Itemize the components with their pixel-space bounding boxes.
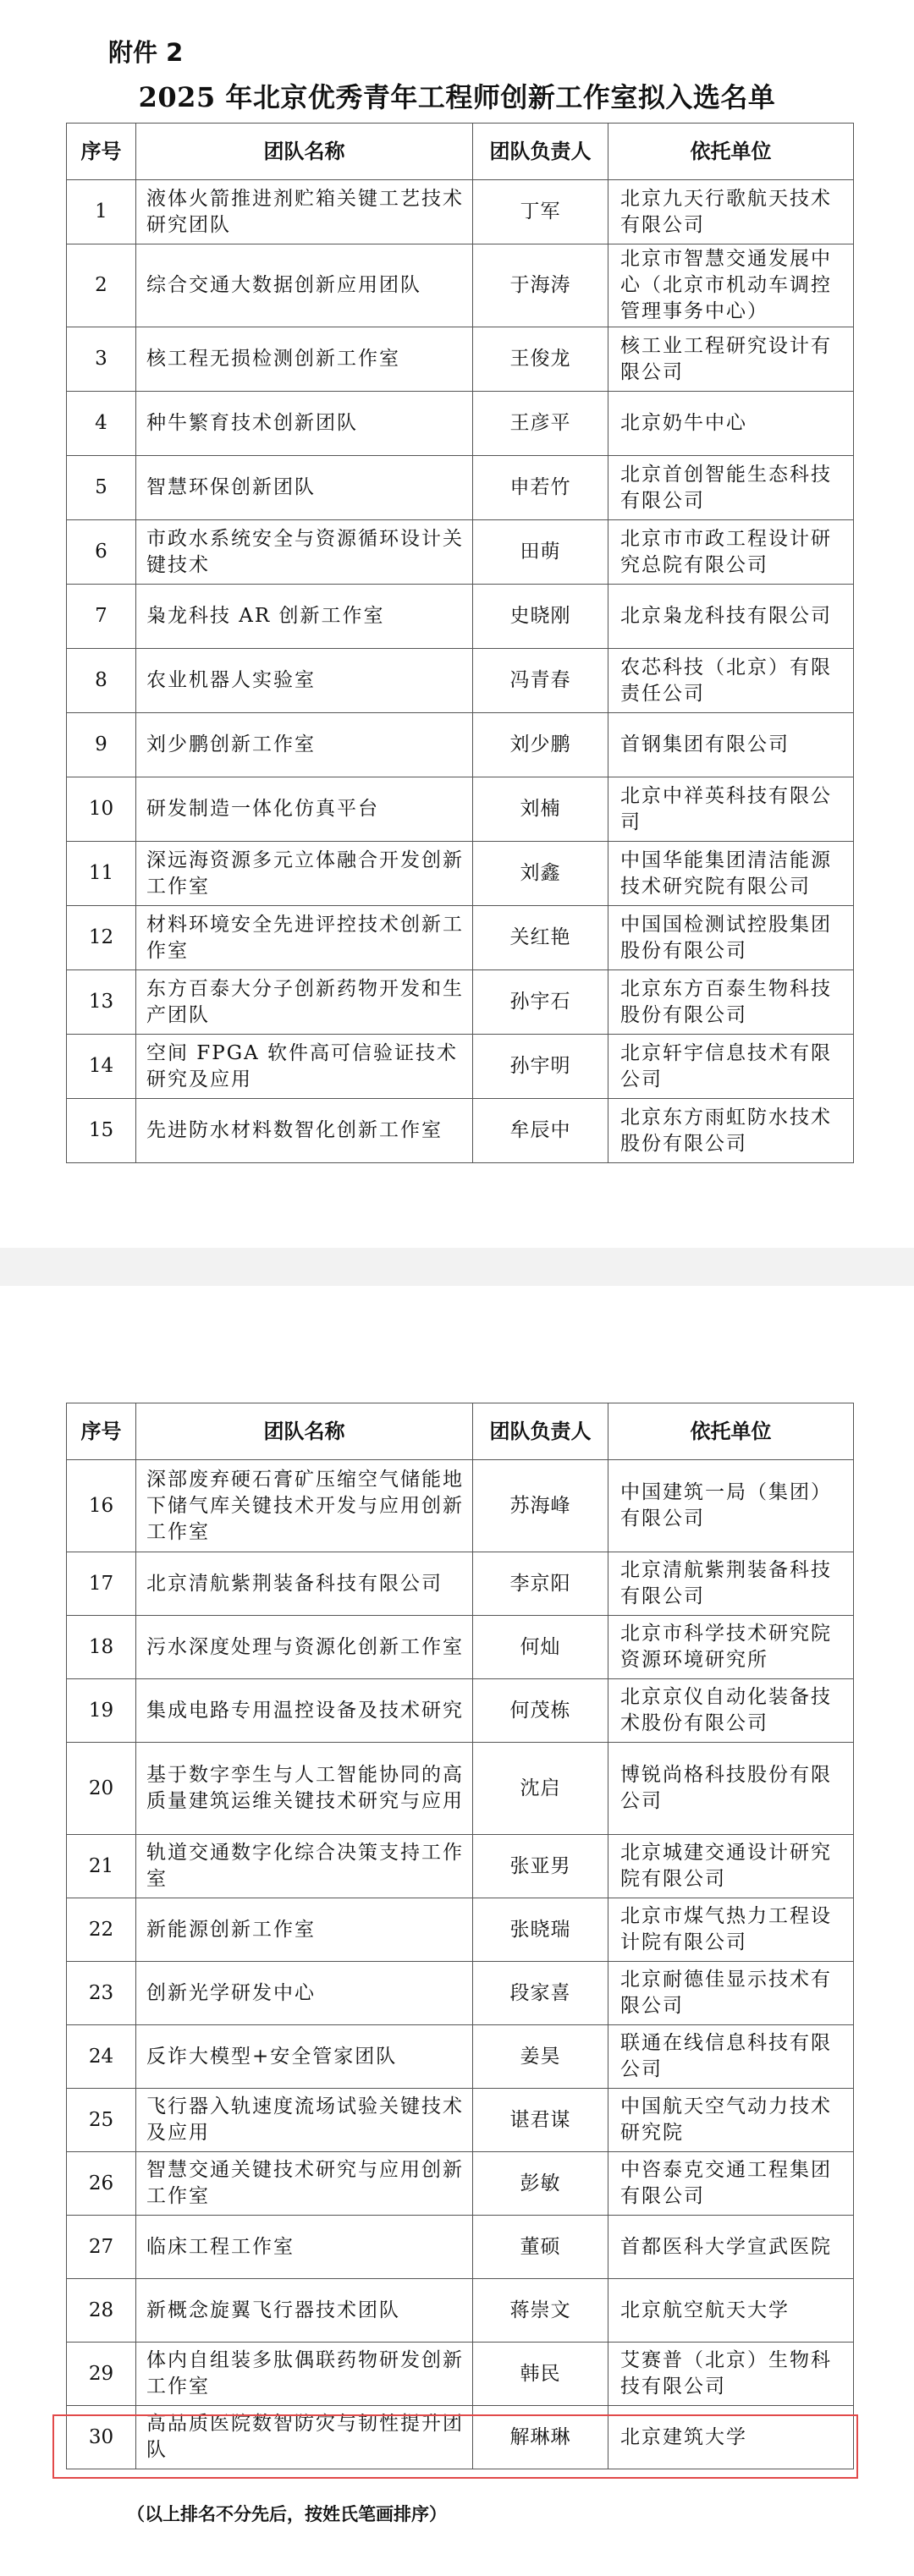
table-row (67, 520, 854, 585)
cell-org: 北京奶牛中心 (608, 392, 854, 456)
candidate-table-page-2 (66, 1403, 854, 2469)
cell-team-name: 市政水系统安全与资源循环设计关键技术 (136, 520, 473, 585)
cell-leader: 姜昊 (473, 2025, 608, 2089)
cell-org: 北京轩宇信息技术有限公司 (608, 1035, 854, 1099)
cell-no: 26 (67, 2152, 136, 2216)
cell-leader: 何灿 (473, 1616, 608, 1679)
table-row (67, 1099, 854, 1163)
cell-leader: 张晓瑞 (473, 1898, 608, 1962)
col-header-name: 团队名称 (136, 124, 473, 180)
cell-no: 15 (67, 1099, 136, 1163)
cell-team-name: 基于数字孪生与人工智能协同的高质量建筑运维关键技术研究与应用 (136, 1743, 473, 1835)
cell-no: 1 (67, 180, 136, 244)
cell-org: 北京枭龙科技有限公司 (608, 585, 854, 649)
table-row (67, 2216, 854, 2279)
col-header-name: 团队名称 (136, 1403, 473, 1460)
cell-org: 北京东方雨虹防水技术股份有限公司 (608, 1099, 854, 1163)
cell-no: 20 (67, 1743, 136, 1835)
table-row (67, 1835, 854, 1898)
col-header-leader: 团队负责人 (473, 1403, 608, 1460)
cell-org: 首都医科大学宣武医院 (608, 2216, 854, 2279)
cell-leader: 张亚男 (473, 1835, 608, 1898)
cell-leader: 于海涛 (473, 244, 608, 327)
cell-team-name: 临床工程工作室 (136, 2216, 473, 2279)
cell-team-name: 核工程无损检测创新工作室 (136, 327, 473, 392)
cell-team-name: 综合交通大数据创新应用团队 (136, 244, 473, 327)
cell-team-name: 东方百泰大分子创新药物开发和生产团队 (136, 970, 473, 1035)
cell-org: 北京城建交通设计研究院有限公司 (608, 1835, 854, 1898)
cell-no: 16 (67, 1460, 136, 1552)
table-row (67, 1962, 854, 2025)
cell-org: 中国建筑一局（集团）有限公司 (608, 1460, 854, 1552)
cell-no: 25 (67, 2089, 136, 2152)
table-row (67, 392, 854, 456)
table-header-row (67, 1403, 854, 1460)
table-row (67, 1679, 854, 1743)
cell-leader: 刘少鹏 (473, 713, 608, 777)
cell-no: 30 (67, 2406, 136, 2469)
cell-leader: 牟辰中 (473, 1099, 608, 1163)
table-row (67, 2025, 854, 2089)
attachment-label: 附件 2 (108, 38, 184, 67)
cell-team-name: 研发制造一体化仿真平台 (136, 777, 473, 842)
cell-no: 5 (67, 456, 136, 520)
table-row (67, 906, 854, 970)
cell-org: 北京航空航天大学 (608, 2279, 854, 2343)
table-row (67, 1552, 854, 1616)
table-row (67, 180, 854, 244)
cell-leader: 王彦平 (473, 392, 608, 456)
cell-no: 9 (67, 713, 136, 777)
cell-leader: 彭敏 (473, 2152, 608, 2216)
cell-leader: 沈启 (473, 1743, 608, 1835)
document-title: 2025 年北京优秀青年工程师创新工作室拟入选名单 (138, 81, 776, 113)
cell-no: 8 (67, 649, 136, 713)
table-row (67, 970, 854, 1035)
cell-leader: 刘楠 (473, 777, 608, 842)
cell-team-name: 飞行器入轨速度流场试验关键技术及应用 (136, 2089, 473, 2152)
cell-org: 中国航天空气动力技术研究院 (608, 2089, 854, 2152)
cell-team-name: 反诈大模型+安全管家团队 (136, 2025, 473, 2089)
cell-org: 首钢集团有限公司 (608, 713, 854, 777)
col-header-no: 序号 (67, 1403, 136, 1460)
cell-team-name: 深远海资源多元立体融合开发创新工作室 (136, 842, 473, 906)
cell-org: 联通在线信息科技有限公司 (608, 2025, 854, 2089)
cell-team-name: 集成电路专用温控设备及技术研究 (136, 1679, 473, 1743)
cell-no: 2 (67, 244, 136, 327)
cell-team-name: 空间 FPGA 软件高可信验证技术研究及应用 (136, 1035, 473, 1099)
cell-no: 4 (67, 392, 136, 456)
cell-leader: 孙宇明 (473, 1035, 608, 1099)
cell-no: 13 (67, 970, 136, 1035)
cell-no: 14 (67, 1035, 136, 1099)
cell-no: 29 (67, 2343, 136, 2406)
document-page-2 (0, 1286, 914, 2576)
table-row (67, 1743, 854, 1835)
cell-team-name: 种牛繁育技术创新团队 (136, 392, 473, 456)
cell-no: 7 (67, 585, 136, 649)
cell-no: 19 (67, 1679, 136, 1743)
cell-org: 博锐尚格科技股份有限公司 (608, 1743, 854, 1835)
table-row (67, 2152, 854, 2216)
table-row (67, 649, 854, 713)
cell-leader: 冯青春 (473, 649, 608, 713)
cell-leader: 丁军 (473, 180, 608, 244)
cell-no: 23 (67, 1962, 136, 2025)
cell-org: 中国华能集团清洁能源技术研究院有限公司 (608, 842, 854, 906)
cell-team-name: 新能源创新工作室 (136, 1898, 473, 1962)
table-row (67, 1898, 854, 1962)
cell-no: 28 (67, 2279, 136, 2343)
cell-leader: 申若竹 (473, 456, 608, 520)
cell-leader: 史晓刚 (473, 585, 608, 649)
cell-org: 北京市智慧交通发展中心（北京市机动车调控管理事务中心） (608, 244, 854, 327)
table-header-row (67, 124, 854, 180)
table-row (67, 1035, 854, 1099)
cell-team-name: 新概念旋翼飞行器技术团队 (136, 2279, 473, 2343)
cell-no: 18 (67, 1616, 136, 1679)
cell-no: 10 (67, 777, 136, 842)
cell-leader: 段家喜 (473, 1962, 608, 2025)
cell-leader: 董硕 (473, 2216, 608, 2279)
cell-org: 北京耐德佳显示技术有限公司 (608, 1962, 854, 2025)
cell-leader: 关红艳 (473, 906, 608, 970)
cell-org: 北京建筑大学 (608, 2406, 854, 2469)
cell-leader: 田萌 (473, 520, 608, 585)
cell-org: 艾赛普（北京）生物科技有限公司 (608, 2343, 854, 2406)
table-row (67, 585, 854, 649)
cell-org: 北京首创智能生态科技有限公司 (608, 456, 854, 520)
cell-leader: 王俊龙 (473, 327, 608, 392)
cell-org: 中咨泰克交通工程集团有限公司 (608, 2152, 854, 2216)
cell-team-name: 枭龙科技 AR 创新工作室 (136, 585, 473, 649)
cell-leader: 苏海峰 (473, 1460, 608, 1552)
cell-no: 27 (67, 2216, 136, 2279)
cell-no: 3 (67, 327, 136, 392)
cell-org: 核工业工程研究设计有限公司 (608, 327, 854, 392)
col-header-org: 依托单位 (608, 1403, 854, 1460)
cell-team-name: 农业机器人实验室 (136, 649, 473, 713)
candidate-table-page-1 (66, 123, 854, 1163)
cell-team-name: 智慧环保创新团队 (136, 456, 473, 520)
table-row (67, 327, 854, 392)
cell-leader: 蒋崇文 (473, 2279, 608, 2343)
cell-team-name: 先进防水材料数智化创新工作室 (136, 1099, 473, 1163)
cell-team-name: 刘少鹏创新工作室 (136, 713, 473, 777)
cell-org: 北京市煤气热力工程设计院有限公司 (608, 1898, 854, 1962)
cell-org: 北京九天行歌航天技术有限公司 (608, 180, 854, 244)
page-separator (0, 1248, 914, 1286)
table-row (67, 456, 854, 520)
cell-no: 11 (67, 842, 136, 906)
cell-leader: 何茂栋 (473, 1679, 608, 1743)
cell-org: 北京清航紫荆装备科技有限公司 (608, 1552, 854, 1616)
cell-org: 北京京仪自动化装备技术股份有限公司 (608, 1679, 854, 1743)
cell-no: 22 (67, 1898, 136, 1962)
cell-no: 17 (67, 1552, 136, 1616)
cell-no: 6 (67, 520, 136, 585)
col-header-org: 依托单位 (608, 124, 854, 180)
table-row (67, 2406, 854, 2469)
cell-team-name: 创新光学研发中心 (136, 1962, 473, 2025)
cell-leader: 解琳琳 (473, 2406, 608, 2469)
cell-leader: 刘鑫 (473, 842, 608, 906)
cell-org: 北京市科学技术研究院资源环境研究所 (608, 1616, 854, 1679)
cell-org: 北京市市政工程设计研究总院有限公司 (608, 520, 854, 585)
table-row (67, 2343, 854, 2406)
cell-leader: 孙宇石 (473, 970, 608, 1035)
cell-org: 农芯科技（北京）有限责任公司 (608, 649, 854, 713)
cell-team-name: 高品质医院数智防灾与韧性提升团队 (136, 2406, 473, 2469)
cell-org: 北京东方百泰生物科技股份有限公司 (608, 970, 854, 1035)
table-row (67, 244, 854, 327)
cell-leader: 谌君谋 (473, 2089, 608, 2152)
table-row (67, 2089, 854, 2152)
table-row (67, 2279, 854, 2343)
footnote: （以上排名不分先后，按姓氏笔画排序） (127, 2503, 447, 2524)
cell-leader: 李京阳 (473, 1552, 608, 1616)
cell-no: 12 (67, 906, 136, 970)
table-row (67, 842, 854, 906)
cell-org: 北京中祥英科技有限公司 (608, 777, 854, 842)
cell-org: 中国国检测试控股集团股份有限公司 (608, 906, 854, 970)
cell-leader: 韩民 (473, 2343, 608, 2406)
cell-no: 24 (67, 2025, 136, 2089)
cell-team-name: 深部废弃硬石膏矿压缩空气储能地下储气库关键技术开发与应用创新工作室 (136, 1460, 473, 1552)
table-row (67, 1616, 854, 1679)
cell-team-name: 体内自组装多肽偶联药物研发创新工作室 (136, 2343, 473, 2406)
cell-team-name: 污水深度处理与资源化创新工作室 (136, 1616, 473, 1679)
table-row (67, 1460, 854, 1552)
col-header-leader: 团队负责人 (473, 124, 608, 180)
cell-team-name: 轨道交通数字化综合决策支持工作室 (136, 1835, 473, 1898)
document-page-1 (0, 0, 914, 1248)
cell-team-name: 智慧交通关键技术研究与应用创新工作室 (136, 2152, 473, 2216)
col-header-no: 序号 (67, 124, 136, 180)
cell-team-name: 材料环境安全先进评控技术创新工作室 (136, 906, 473, 970)
table-row (67, 713, 854, 777)
table-row (67, 777, 854, 842)
cell-team-name: 液体火箭推进剂贮箱关键工艺技术研究团队 (136, 180, 473, 244)
cell-no: 21 (67, 1835, 136, 1898)
cell-team-name: 北京清航紫荆装备科技有限公司 (136, 1552, 473, 1616)
